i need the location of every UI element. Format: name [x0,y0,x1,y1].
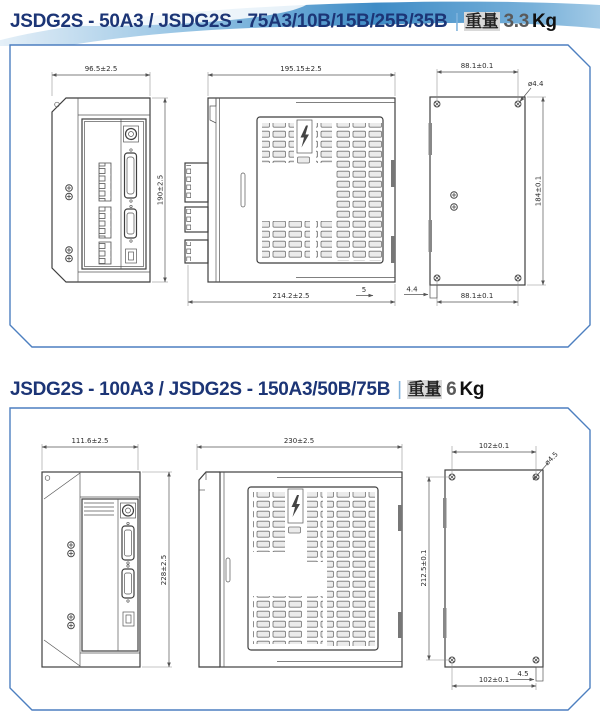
weight-value-2: 6 [446,379,457,400]
dimension-panel-large-drive [0,400,600,720]
dim-hole-pitch-height-2: 212.5±0.1 [420,549,428,587]
dim-hole-pitch-bottom-2: 102±0.1 [478,676,510,684]
dim-hole-pitch-height-1: 184±0.1 [534,175,543,207]
model-series-2: JSDG2S - 100A3 / JSDG2S - 150A3/50B/75B [10,379,391,400]
weight-unit-1: Kg [532,11,557,32]
dim-hole-pitch-top-1: 88.1±0.1 [460,62,494,70]
mount-rail-slot [398,612,402,638]
dim-tab-width-2: 4.5 [517,670,529,678]
mounting-hole-icon [449,474,455,480]
dim-hole-dia-1: ø4.4 [528,80,544,88]
dim-front-height-2: 228±2.5 [160,554,168,586]
section-title-2 [10,375,484,401]
weight-label-1: 重量 [465,12,499,31]
section-title-1 [10,7,557,33]
model-series-1: JSDG2S - 50A3 / JSDG2S - 75A3/10B/15B/25B/35B [10,11,448,32]
dim-side-depth-1: 195.15±2.5 [280,65,322,73]
dim-hole-pitch-bottom-1: 88.1±0.1 [460,292,494,300]
dim-hole-pitch-top-2: 102±0.1 [478,442,510,450]
terminal-blocks [99,163,111,264]
dim-flange-offset-1: 5 [361,286,367,294]
weight-value-1: 3.3 [503,11,530,32]
weight-unit-2: Kg [459,379,485,400]
dimension-panel-small-drive [0,40,600,370]
mount-rail-slot [398,505,402,531]
dim-tab-width-1: 4.4 [406,285,418,294]
title-separator-2: | [397,379,402,400]
dim-front-width-1: 96.5±2.5 [84,65,118,73]
title-separator-1: | [454,11,460,32]
weight-label-2: 重量 [407,380,442,399]
dim-side-overall-depth-1: 214.2±2.5 [272,292,310,300]
panel-border-2 [10,408,590,710]
dim-hole-dia-2: ø4.5 [543,450,560,467]
dim-front-width-2: 111.6±2.5 [71,437,109,445]
dim-side-depth-2: 230±2.5 [283,437,315,445]
mounting-hole-icon [434,101,440,107]
mount-rail-slot [391,236,395,263]
dim-front-height-1: 190±2.5 [156,174,165,206]
mount-rail-slot [391,160,395,187]
ground-screw-icon [66,185,73,192]
